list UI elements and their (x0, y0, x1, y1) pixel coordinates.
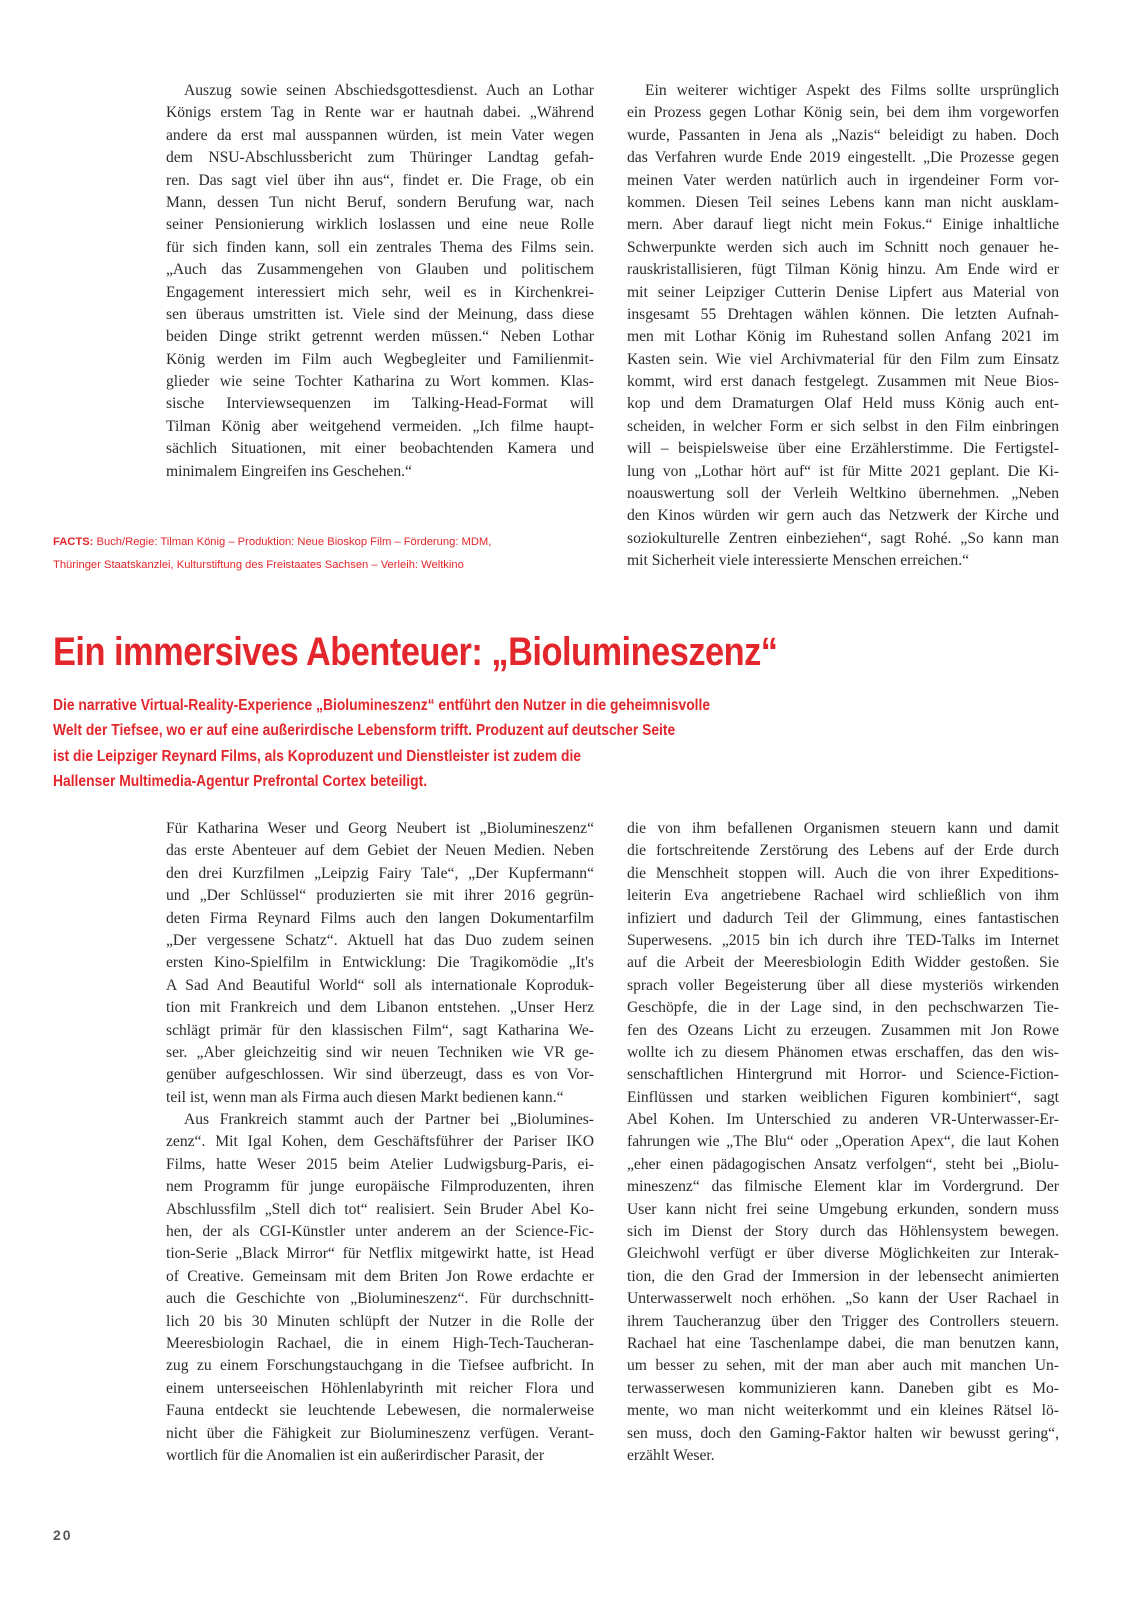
lead-line: Welt der Tiefsee, wo er auf eine außerirdische Lebensform trifft. Produzent auf deutscher Seite (53, 722, 676, 740)
text-line: sprach voller Begeisterung über all diese mysteriös wirkenden (627, 976, 1059, 994)
text-line: Tilman König aber weitgehend vermeiden. „Ich filme haupt- (166, 417, 594, 435)
text-line: Rachael hat eine Taschenlampe dabei, die man benutzen kann, (627, 1334, 1059, 1352)
text-line: kommt, wird erst danach festgelegt. Zusammen mit Neue Bios- (627, 373, 1059, 391)
text-line: tion, die den Grad der Immersion in der lebensecht animierten (627, 1267, 1059, 1285)
lead-line: Hallenser Multimedia-Agentur Prefrontal Cortex beteiligt. (53, 773, 428, 791)
text-line: um besser zu sehen, mit der man aber auch mit manchen Un- (627, 1357, 1059, 1375)
text-line: andere da erst mal ausspannen würden, ist mein Vater wegen (166, 126, 594, 144)
text-line: deten Firma Reynard Films auch den langen Dokumentarfilm (166, 909, 594, 927)
text-line: scheiden, in welcher Form er sich selbst in den Film einbringen (627, 417, 1059, 435)
article1-column-left (166, 80, 594, 483)
text-line: mente, wo man nicht weiterkommt und ein kleines Rätsel lö- (627, 1402, 1059, 1420)
text-line: glieder wie seine Tochter Katharina zu Wort kommen. Klas- (166, 373, 594, 391)
facts-line-1: Buch/Regie: Tilman König – Produktion: Neue Bioskop Film – Förderung: MDM, (93, 536, 492, 548)
text-line: leiterin Eva angetriebene Rachael wird schließlich von ihm (627, 887, 1059, 905)
text-line: die Menschheit stoppen will. Auch die von ihrer Expeditions- (627, 864, 1059, 882)
text-line: sen muss, doch den Gaming-Faktor halten wir bewusst gering“, (627, 1424, 1059, 1442)
text-line: Einflüssen und starken weiblichen Figuren kombiniert“, sagt (627, 1088, 1059, 1106)
text-line: Für Katharina Weser und Georg Neubert ist „Biolumineszenz“ (166, 820, 594, 837)
text-line: König werden im Film auch Wegbegleiter und Familienmit- (166, 350, 594, 368)
text-line: wortlich für die Anomalien ist ein außerirdischer Parasit, der (166, 1446, 545, 1464)
text-line: für sich finden kann, soll ein zentrales Thema des Films sein. (166, 238, 594, 256)
text-line: Schwerpunkte werden sich auch im Schnitt noch genauer he- (627, 238, 1059, 256)
text-line: Superwesens. „2015 bin ich durch ihre TED-Talks im Internet (627, 931, 1059, 949)
text-line: mit Sicherheit viele interessierte Menschen erreichen.“ (627, 552, 970, 570)
article2-column-right (627, 818, 1059, 1467)
text-line: Abel Kohen. Im Unterschied zu anderen VR-Unterwasser-Er- (627, 1111, 1059, 1129)
text-line: „Der vergessene Schatz“. Aktuell hat das Duo zudem seinen (166, 931, 594, 949)
text-line: rauskristallisieren, fügt Tilman König hinzu. Am Ende wird er (627, 261, 1059, 279)
text-line: zenz“. Mit Igal Kohen, dem Geschäftsführer der Pariser IKO (166, 1133, 594, 1151)
text-line: „Auch das Zusammengehen von Glauben und politischem (166, 261, 594, 279)
text-line: ersten Kino-Spielfilm in Entwicklung: Die Tragikomödie „It's (166, 954, 594, 972)
text-line: den drei Kurzfilmen „Leipzig Fairy Tale“, „Der Kupfermann“ (166, 864, 594, 882)
text-line: wurde, Passanten in Jena als „Nazis“ beleidigt zu haben. Doch (627, 126, 1059, 144)
article-lead (53, 693, 710, 795)
text-line: sen überaus umstritten ist. Viele sind der Meinung, dass diese (166, 305, 594, 323)
text-line: soziokulturelle Zentren einbeziehen“, sagt Rohé. „So kann man (627, 529, 1059, 547)
text-line: A Sad And Beautiful World“ soll als internationale Koproduk- (166, 976, 594, 994)
page-number: 20 (53, 1527, 73, 1543)
lead-line: Die narrative Virtual-Reality-Experience „Biolumineszenz“ entführt den Nutzer in die geheimnisvolle (53, 697, 711, 714)
text-line: das erste Abenteuer auf dem Gebiet der Neuen Medien. Neben (166, 842, 594, 860)
text-line: ren. Das sagt viel über ihn aus“, findet er. Die Frage, ob ein (166, 171, 594, 189)
text-line: mineszenz“ das filmische Element klar im Vordergrund. Der (627, 1178, 1059, 1196)
text-line: lung von „Lothar hört auf“ ist für Mitte 2021 geplant. Die Ki- (627, 462, 1059, 480)
text-line: Abschlussfilm „Stell dich tot“ realisiert. Sein Bruder Abel Ko- (166, 1200, 594, 1218)
text-line: auch die Geschichte von „Biolumineszenz“. Für durchschnitt- (166, 1290, 594, 1308)
text-line: schlägt primär für den klassischen Film“, sagt Katharina We- (166, 1021, 594, 1039)
facts-box (53, 531, 573, 577)
article1-column-right (627, 80, 1059, 573)
text-line: Auszug sowie seinen Abschiedsgottesdienst. Auch an Lothar (184, 82, 594, 99)
text-line: Königs erstem Tag in Rente war er hautnah dabei. „Während (166, 104, 594, 122)
text-line: sächlich Situationen, mit einer beobachtenden Kamera und (166, 440, 594, 458)
text-line: Meeresbiologin Rachael, die in einem High-Tech-Taucheran- (166, 1334, 594, 1352)
text-line: User kann nicht frei seine Umgebung erkunden, sondern muss (627, 1200, 1059, 1218)
text-line: insgesamt 55 Drehtagen wählen können. Die letzten Aufnah- (627, 305, 1059, 323)
text-line: „eher einen pädagogischen Ansatz verfolgen“, steht bei „Biolu- (627, 1155, 1059, 1173)
text-line: genüber aufgeschlossen. Wir sind überzeugt, dass es von Vor- (166, 1066, 594, 1084)
text-line: beiden Dinge strikt getrennt werden müssen.“ Neben Lothar (166, 328, 594, 346)
text-line: die fortschreitende Zerstörung des Lebens auf der Erde durch (627, 842, 1059, 860)
text-line: mit seiner Leipziger Cutterin Denise Lipfert aus Material von (627, 283, 1059, 301)
text-line: tion-Serie „Black Mirror“ für Netflix mitgewirkt hatte, ist Head (166, 1245, 594, 1263)
text-line: nicht über die Fähigkeit zur Biolumineszenz verfügen. Verant- (166, 1424, 594, 1442)
text-line: senschaftlichen Hintergrund mit Horror- und Science-Fiction- (627, 1066, 1059, 1084)
text-line: den Kinos würden wir gern auch das Netzwerk der Kirche und (627, 507, 1059, 525)
article-headline: Ein immersives Abenteuer: „Biolumineszenz“ (53, 630, 778, 674)
text-line: Ein weiterer wichtiger Aspekt des Films sollte ursprünglich (645, 82, 1059, 99)
text-line: die von ihm befallenen Organismen steuern kann und damit (627, 820, 1059, 837)
text-line: seiner Pensionierung wirklich loslassen und eine neue Rolle (166, 216, 594, 234)
text-line: tion mit Frankreich und dem Libanon entstehen. „Unser Herz (166, 999, 594, 1017)
text-line: und „Der Schlüssel“ produzierten sie mit ihrer 2016 gegrün- (166, 887, 594, 905)
text-line: will – beispielsweise über eine Erzählerstimme. Die Fertigstel- (627, 440, 1059, 458)
text-line: kop und dem Dramaturgen Olaf Held muss König auch ent- (627, 395, 1059, 413)
text-line: terwasserwesen kommunizieren kann. Daneben gibt es Mo- (627, 1379, 1059, 1397)
text-line: sich im Dienst der Story durch das Höhlensystem bewegen. (627, 1223, 1059, 1241)
text-line: fahrungen wie „The Blu“ oder „Operation Apex“, die laut Kohen (627, 1133, 1059, 1151)
facts-label: FACTS: (53, 536, 94, 548)
text-line: Kasten sein. Wie viel Archivmaterial für den Film zum Einsatz (627, 350, 1059, 368)
text-line: Engagement interessiert mich sehr, weil es in Kirchenkrei- (166, 283, 594, 301)
text-line: kommen. Diesen Teil seines Lebens kann man nicht ausklam- (627, 193, 1059, 211)
text-line: minimalem Eingreifen ins Geschehen.“ (166, 462, 412, 480)
text-line: hen, der als CGI-Künstler unter anderem an der Science-Fic- (166, 1223, 594, 1241)
text-line: Mann, dessen Tun nicht Beruf, sondern Berufung war, nach (166, 193, 594, 211)
text-line: dem NSU-Abschlussbericht zum Thüringer Landtag gefah- (166, 149, 594, 167)
text-line: Gleichwohl verfügt er über diverse Möglichkeiten zur Interak- (627, 1245, 1059, 1263)
text-line: ihrem Taucheranzug über den Trigger des Controllers steuern. (627, 1312, 1059, 1330)
text-line: nem Programm für junge europäische Filmproduzenten, ihren (166, 1178, 594, 1196)
text-line: teil ist, wenn man als Firma auch diesen Markt bedienen kann.“ (166, 1088, 564, 1106)
text-line: fen des Ozeans Licht zu erzeugen. Zusammen mit Jon Rowe (627, 1021, 1059, 1039)
text-line: ser. „Aber gleichzeitig sind wir neuen Techniken wie VR ge- (166, 1043, 594, 1061)
text-line: of Creative. Gemeinsam mit dem Briten Jon Rowe erdachte er (166, 1267, 594, 1285)
text-line: meinen Vater werden natürlich auch in irgendeiner Form vor- (627, 171, 1059, 189)
facts-line-2: Thüringer Staatskanzlei, Kulturstiftung des Freistaates Sachsen – Verleih: Weltkino (53, 559, 464, 571)
text-line: Aus Frankreich stammt auch der Partner bei „Biolumines- (184, 1111, 594, 1129)
text-line: erzählt Weser. (627, 1446, 715, 1464)
text-line: men mit Lothar König im Ruhestand sollen Anfang 2021 im (627, 328, 1059, 346)
text-line: das Verfahren wurde Ende 2019 eingestellt. „Die Prozesse gegen (627, 149, 1059, 167)
text-line: lich 20 bis 30 Minuten schlüpft der Nutzer in die Rolle der (166, 1312, 594, 1330)
text-line: zug zu einem Forschungstauchgang in die Tiefsee aufbricht. In (166, 1357, 594, 1375)
text-line: ein Prozess gegen Lothar König sein, bei dem ihm vorgeworfen (627, 104, 1059, 122)
text-line: mern. Aber darauf liegt nicht mein Fokus.“ Einige inhaltliche (627, 216, 1059, 234)
text-line: auf die Arbeit der Meeresbiologin Edith Widder gestoßen. Sie (627, 954, 1059, 972)
text-line: infiziert und dadurch Teil der Glimmung, eines fantastischen (627, 909, 1059, 927)
text-line: einem unterseeischen Höhlenlabyrinth mit reicher Flora und (166, 1379, 594, 1397)
text-line: sische Interviewsequenzen im Talking-Head-Format will (166, 395, 594, 413)
text-line: Films, hatte Weser 2015 beim Atelier Ludwigsburg-Paris, ei- (166, 1155, 594, 1173)
text-line: Geschöpfe, die in der Lage sind, in den pechschwarzen Tie- (627, 999, 1059, 1017)
lead-line: ist die Leipziger Reynard Films, als Koproduzent und Dienstleister ist zudem die (53, 747, 582, 765)
text-line: Unterwasserwelt noch erhöhen. „So kann der User Rachael in (627, 1290, 1059, 1308)
article2-column-left (166, 818, 594, 1467)
text-line: wollte ich zu diesem Phänomen etwas erschaffen, das den wis- (627, 1043, 1059, 1061)
text-line: noauswertung soll der Verleih Weltkino übernehmen. „Neben (627, 485, 1059, 503)
text-line: Fauna entdeckt sie leuchtende Lebewesen, die normalerweise (166, 1402, 594, 1420)
